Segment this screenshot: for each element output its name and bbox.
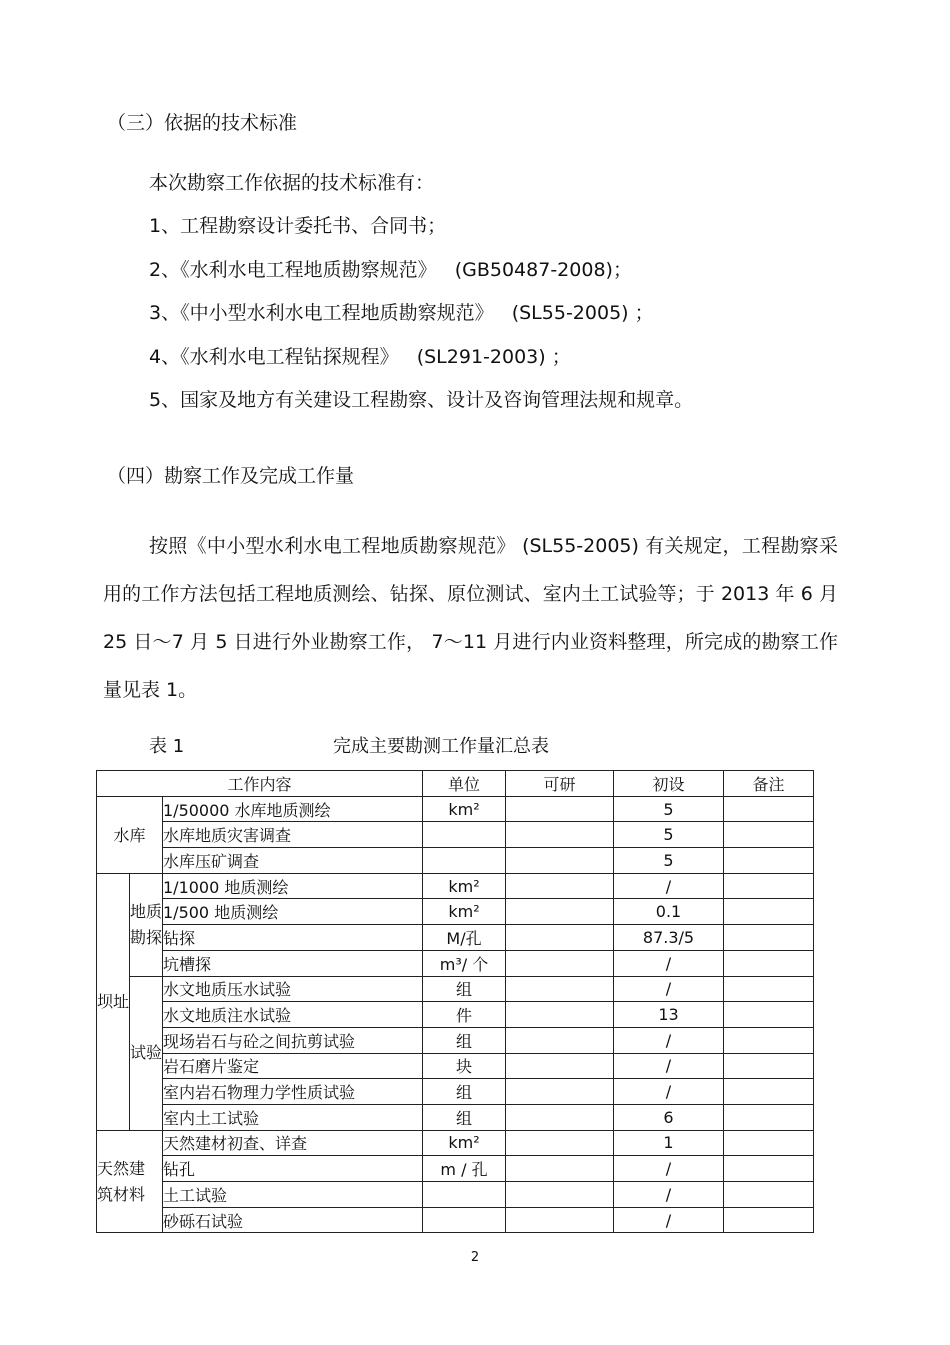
- group-test: 试验: [130, 976, 163, 1130]
- standard-item-1: 1、工程勘察设计委托书、合同书；: [149, 215, 447, 237]
- header-preliminary: 初设: [614, 771, 724, 797]
- table-row: 水库 1/50000 水库地质测绘 km² 5: [97, 796, 814, 822]
- standard-item-2: 2、《水利水电工程地质勘察规范》 (GB50487-2008)；: [149, 259, 632, 281]
- table-header-row: [97, 771, 814, 797]
- section-4-paragraph: 按照《中小型水利水电工程地质勘察规范》 (SL55-2005) 有关规定，工程勘察采用的工作方法包括工程地质测绘、钻探、原位测试、室内土工试验等；于 2013 年 6 月 25 日～7 月 5 日进行外业勘察工作， 7～11 月进行内业资料整理，所完成的勘察工作量见表 1。: [103, 535, 838, 701]
- header-work-content: 工作内容: [97, 771, 423, 797]
- group-reservoir: 水库: [97, 796, 163, 873]
- group-dam: 坝址: [97, 873, 130, 1130]
- group-materials: 天然建筑材料: [97, 1130, 163, 1233]
- table-row: 水库压矿调查 5: [97, 848, 814, 874]
- table-row: 岩石磨片鉴定 块 /: [97, 1053, 814, 1079]
- table-row: 天然建筑材料 天然建材初查、详查 km² 1: [97, 1130, 814, 1156]
- header-remark: 备注: [724, 771, 814, 797]
- table-row: 室内土工试验 组 6: [97, 1104, 814, 1130]
- standard-item-4: 4、《水利水电工程钻探规程》 (SL291-2003) ；: [149, 346, 571, 368]
- table-row: 坝址 地质勘探 1/1000 地质测绘 km² /: [97, 873, 814, 899]
- section-4-heading: （四）勘察工作及完成工作量: [107, 465, 355, 487]
- section-3-intro: 本次勘察工作依据的技术标准有：: [149, 172, 435, 194]
- table-row: 钻孔 m / 孔 /: [97, 1156, 814, 1182]
- table-row: 土工试验 /: [97, 1182, 814, 1208]
- table-row: 水库地质灾害调查 5: [97, 822, 814, 848]
- header-feasibility: 可研: [506, 771, 614, 797]
- standard-item-5: 5、国家及地方有关建设工程勘察、设计及咨询管理法规和规章。: [149, 389, 694, 411]
- page-number: 2: [470, 1250, 480, 1265]
- table-row: 现场岩石与砼之间抗剪试验 组 /: [97, 1027, 814, 1053]
- table-row: 试验 水文地质压水试验 组 /: [97, 976, 814, 1002]
- table-title: 完成主要勘测工作量汇总表: [333, 736, 549, 757]
- workload-summary-table: [96, 770, 814, 1233]
- table-row: 1/500 地质测绘 km² 0.1: [97, 899, 814, 925]
- header-unit: 单位: [423, 771, 506, 797]
- table-row: 坑槽探 m³/ 个 /: [97, 950, 814, 976]
- group-survey: 地质勘探: [130, 873, 163, 976]
- table-label: 表 1: [149, 736, 185, 757]
- table-row: 砂砾石试验 /: [97, 1207, 814, 1233]
- standard-item-3: 3、《中小型水利水电工程地质勘察规范》 (SL55-2005) ；: [149, 302, 654, 324]
- table-row: 水文地质注水试验 件 13: [97, 1002, 814, 1028]
- section-3-heading: （三）依据的技术标准: [107, 112, 298, 134]
- table-row: 钻探 M/孔 87.3/5: [97, 925, 814, 951]
- table-row: 室内岩石物理力学性质试验 组 /: [97, 1079, 814, 1105]
